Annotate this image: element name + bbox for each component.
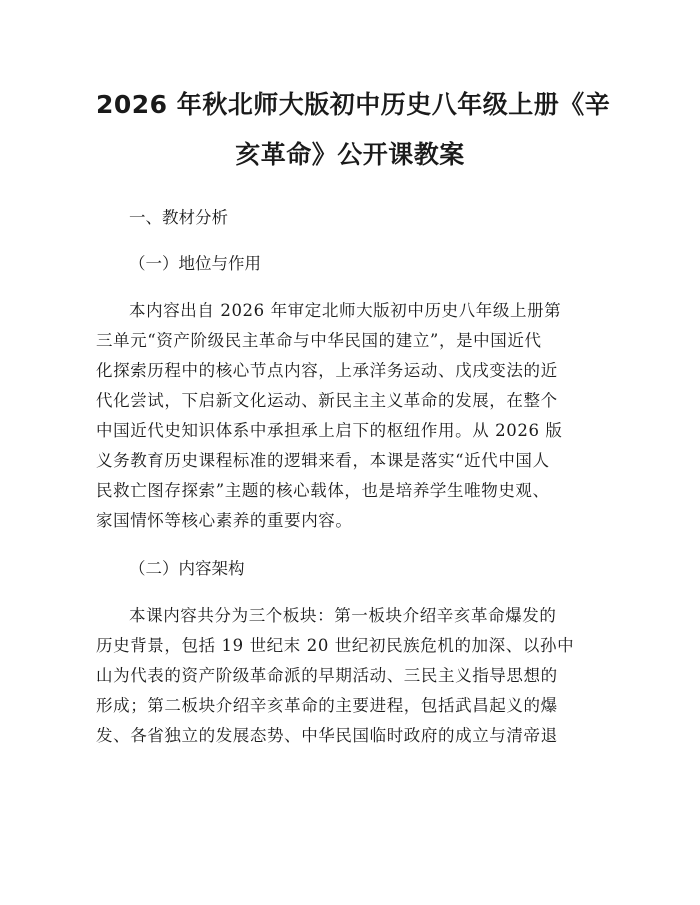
paragraph-line: 中国近代史知识体系中承担承上启下的枢纽作用。从 2026 版 [96, 421, 563, 440]
paragraph-line: 本课内容共分为三个板块：第一板块介绍辛亥革命爆发的 [129, 606, 557, 625]
paragraph-position-role [96, 296, 604, 536]
title-line-2: 亥革命》公开课教案 [235, 140, 465, 169]
paragraph-line: 山为代表的资产阶级革命派的早期活动、三民主义指导思想的 [96, 666, 558, 685]
paragraph-line: 三单元“资产阶级民主革命与中华民国的建立”，是中国近代 [96, 331, 542, 350]
section-heading-textbook-analysis: 一、教材分析 [129, 208, 228, 227]
paragraph-line: 形成；第二板块介绍辛亥革命的主要进程，包括武昌起义的爆 [96, 696, 558, 715]
title-line-1: 2026 年秋北师大版初中历史八年级上册《辛 [96, 90, 611, 119]
paragraph-content-structure [96, 601, 604, 751]
paragraph-line: 代化尝试，下启新文化运动、新民主主义革命的发展，在整个 [96, 391, 558, 410]
paragraph-line: 民救亡图存探索”主题的核心载体，也是培养学生唯物史观、 [96, 481, 550, 500]
paragraph-line: 本内容出自 2026 年审定北师大版初中历史八年级上册第 [129, 301, 562, 320]
subsection-heading-content-structure: （二）内容架构 [129, 559, 245, 578]
document-title [96, 0, 611, 180]
subsection-heading-position: （一）地位与作用 [129, 254, 261, 273]
paragraph-line: 发、各省独立的发展态势、中华民国临时政府的成立与清帝退 [96, 726, 558, 745]
paragraph-line: 历史背景，包括 19 世纪末 20 世纪初民族危机的加深、以孙中 [96, 636, 575, 655]
paragraph-line: 化探索历程中的核心节点内容，上承洋务运动、戊戌变法的近 [96, 361, 558, 380]
paragraph-line: 义务教育历史课程标准的逻辑来看，本课是落实“近代中国人 [96, 451, 550, 470]
paragraph-line: 家国情怀等核心素养的重要内容。 [96, 511, 353, 530]
